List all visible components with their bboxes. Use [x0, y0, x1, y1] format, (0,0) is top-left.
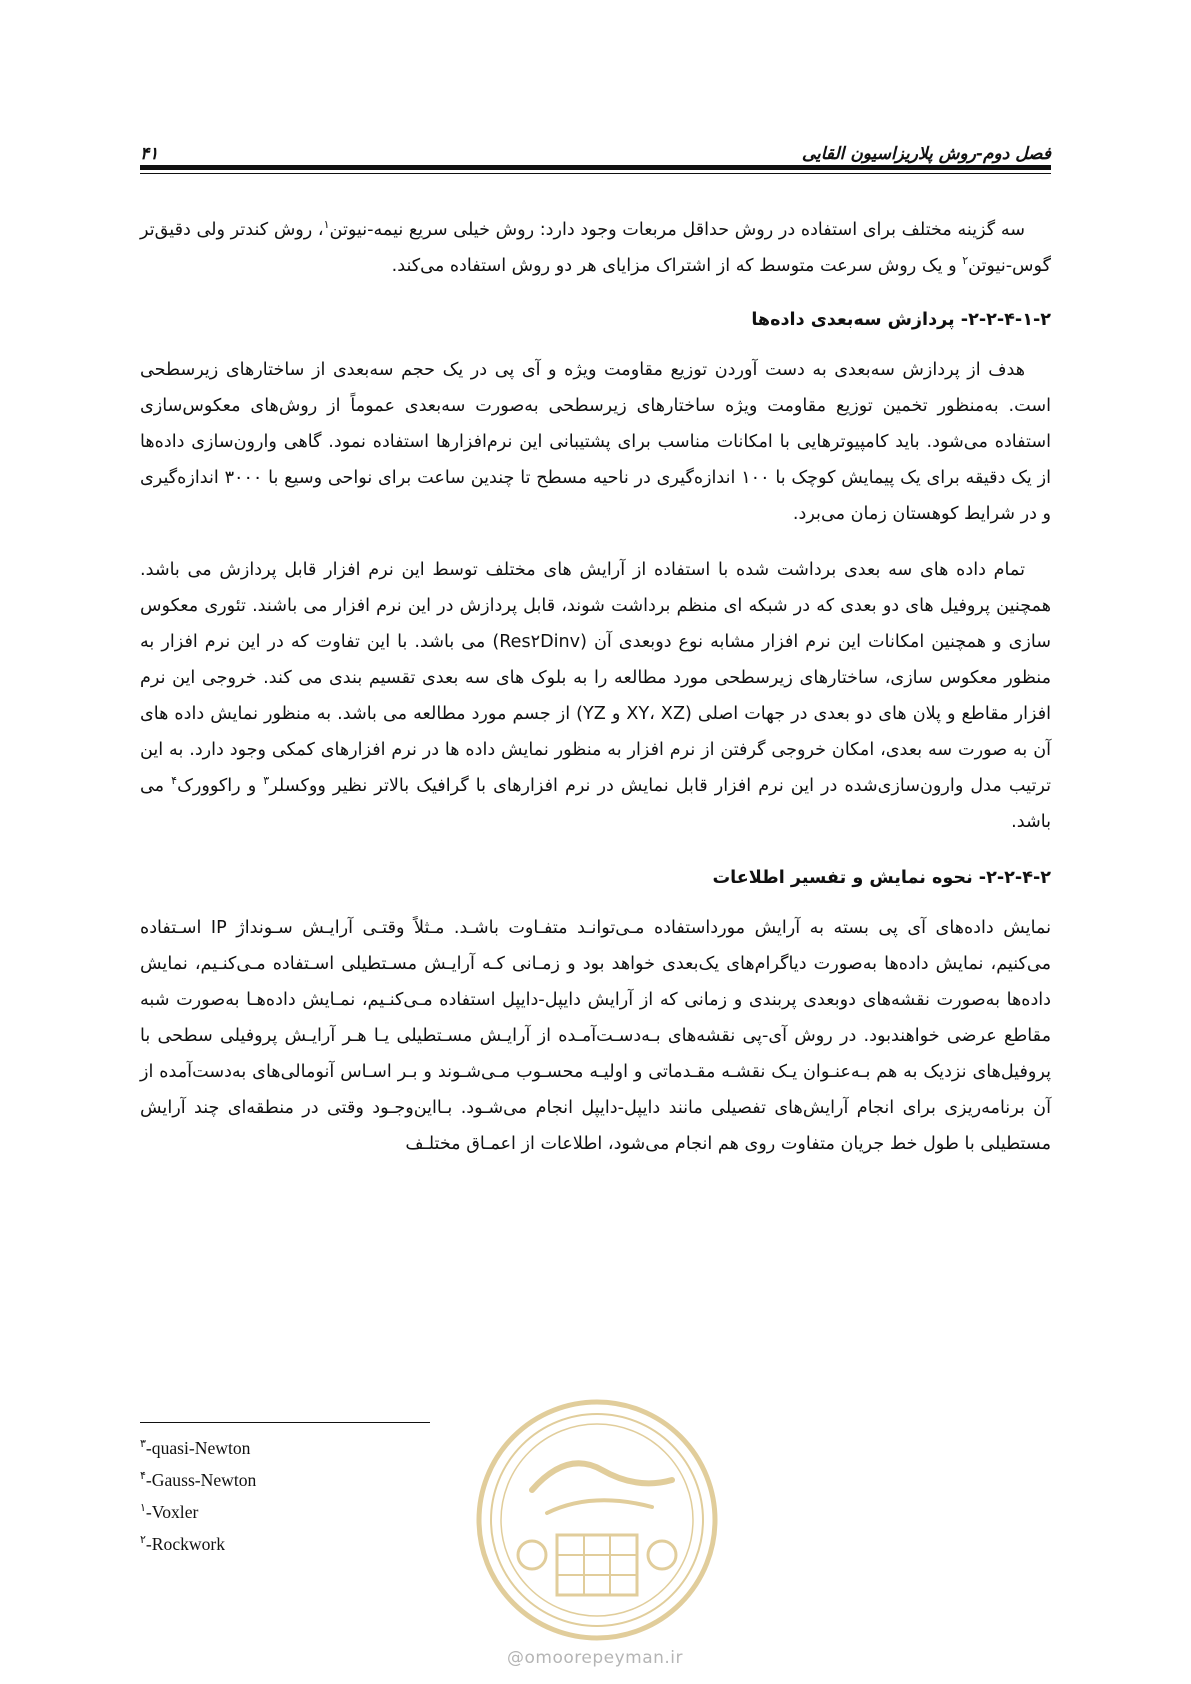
- paragraph-data-display: نمایش داده‌های آی پی بسته به آرایش مورداستفاده مـی‌توانـد متفـاوت باشـد. مـثلاً وقتـی آرایـش سـونداژ IP اسـتفاده می‌کنیم، نمایش داده‌ها به‌صورت دیاگرام‌های یک‌بعدی خواهد بود و زمـانی کـه آرایـش مسـتطیلی اسـتفاده مـی‌کنـیم، نمایش داده‌ها به‌صورت نقشه‌های دوبعدی پربندی و زمانی که از آرایش دایپل-دایپل استفاده مـی‌کنـیم، نمـایش داده‌هـا به‌صورت شبه مقاطع عرضی خواهندبود. در روش آی-پی نقشه‌های بـه‌دسـت‌آمـده از آرایـش مسـتطیلی یـا هـر آرایـش پروفیلی سطحی با پروفیل‌های نزدیک به هم بـه‌عنـوان یـک نقشـه مقـدماتی و اولیـه محسـوب مـی‌شـوند و بـر اسـاس آنومالی‌های به‌دست‌آمده از آن برنامه‌ریزی برای انجام آرایش‌های تفصیلی مانند دایپل-دایپل انجام می‌شـود. بـااین‌وجـود وقتی در منطقه‌ای چند آرایش مستطیلی با طول خط جریان متفاوت روی هم انجام می‌شود، اطلاعات از اعمـاق مختلـف: [140, 918, 1051, 1154]
- text-run: ، روش کندتر ولی دقیق‌تر گوس-نیوتن: [140, 220, 1051, 276]
- text-run: و راکوورک: [177, 776, 264, 796]
- footnote-item: [140, 1496, 256, 1528]
- watermark-seal-icon: [472, 1395, 722, 1645]
- footnote-text: -Rockwork: [145, 1534, 226, 1554]
- section-heading-3d-processing: ۲-۲-۴-۱-۲- پردازش سه‌بعدی داده‌ها: [751, 310, 1051, 330]
- footnote-number: ۳: [140, 1438, 146, 1451]
- header-rule-thin: [140, 173, 1051, 174]
- footnote-ref: ۲: [962, 254, 969, 268]
- footnote-item: [140, 1464, 256, 1496]
- paragraph-3d-processing: هدف از پردازش سه‌بعدی به دست آوردن توزیع مقاومت ویژه و آی پی در یک حجم سه‌بعدی از ساختارهای زیرسطحی است. به‌منظور تخمین توزیع مقاومت ویژه ساختارهای زیرسطحی به‌صورت سه‌بعدی عموماً از روش‌های معکوس‌سازی استفاده می‌شود. باید کامپیوترهایی با امکانات مناسب برای پشتیبانی این نرم‌افزارها استفاده نمود. گاهی وارون‌سازی داده‌ها از یک دقیقه برای یک پیمایش کوچک با ۱۰۰ اندازه‌گیری در ناحیه مسطح تا چندین ساعت برای نواحی وسیع با ۳۰۰۰ اندازه‌گیری و در شرایط کوهستان زمان می‌برد.: [140, 360, 1051, 524]
- footnote-text: -Gauss-Newton: [145, 1470, 257, 1490]
- text-run: سه گزینه مختلف برای استفاده در روش حداقل مربعات وجود دارد: روش خیلی سریع نیمه-نیوتن: [329, 220, 1025, 240]
- header-rule-thick: [140, 165, 1051, 170]
- footnote-number: ۲: [140, 1534, 146, 1547]
- footnote-ref: ۴: [171, 774, 178, 788]
- watermark-url: omoorepeyman.ir: [524, 1648, 684, 1668]
- text-run: تمام داده های سه بعدی برداشت شده با استفاده از آرایش های مختلف توسط این نرم افزار قابل پردازش می باشد. همچنین پروفیل های دو بعدی که در شبکه ای منظم برداشت شوند، قابل پردازش در این نرم افزار می باشند. تئوری معکوس سازی و همچنین امکانات این نرم افزار مشابه نوع دوبعدی آن (Res۲Dinv) می باشد. با این تفاوت که در این نرم افزار به منظور معکوس سازی، ساختارهای زیرسطحی مورد مطالعه را به بلوک های سه بعدی تقسیم بندی می کند. خروجی این نرم افزار مقاطع و پلان های دو بعدی در جهات اصلی (XY، XZ و YZ) از جسم مورد مطالعه می باشد. به منظور نمایش داده های آن به صورت سه بعدی، امکان خروجی گرفتن از نرم افزار به منظور نمایش داده ها در نرم افزارهای کمکی وجود دارد. به این ترتیب مدل وارون‌سازی‌شده در این نرم افزار قابل نمایش در نرم افزارهای با گرافیک بالاتر نظیر ووکسلر: [140, 560, 1051, 796]
- footnote-number: ۱: [140, 1502, 146, 1515]
- section-heading-display-interpretation: ۲-۲-۴-۲- نحوه نمایش و تفسیر اطلاعات: [712, 868, 1051, 888]
- running-head: [140, 128, 1051, 164]
- footnote-rule: [140, 1422, 430, 1423]
- footnote-text: -Voxler: [145, 1502, 199, 1522]
- text-run: می باشد.: [140, 776, 1051, 832]
- footnote-ref: ۳: [263, 774, 270, 788]
- chapter-title: فصل دوم-روش پلاریزاسیون القایی: [801, 144, 1051, 164]
- paragraph-least-squares: [140, 212, 1051, 284]
- page-number: ۴۱: [140, 144, 159, 164]
- at-icon: @: [506, 1648, 525, 1668]
- text-run: و یک روش سرعت متوسط که از اشتراک مزایای هر دو روش استفاده می‌کند.: [391, 256, 963, 276]
- paragraph-3d-software: [140, 552, 1051, 840]
- body-text: [140, 212, 1051, 1182]
- watermark-text: [470, 1648, 720, 1668]
- footnote-item: [140, 1528, 256, 1560]
- footnotes: [140, 1432, 256, 1560]
- footnote-ref: ۱: [323, 218, 330, 232]
- footnote-text: -quasi-Newton: [145, 1438, 251, 1458]
- footnote-number: ۴: [140, 1470, 146, 1483]
- footnote-item: [140, 1432, 256, 1464]
